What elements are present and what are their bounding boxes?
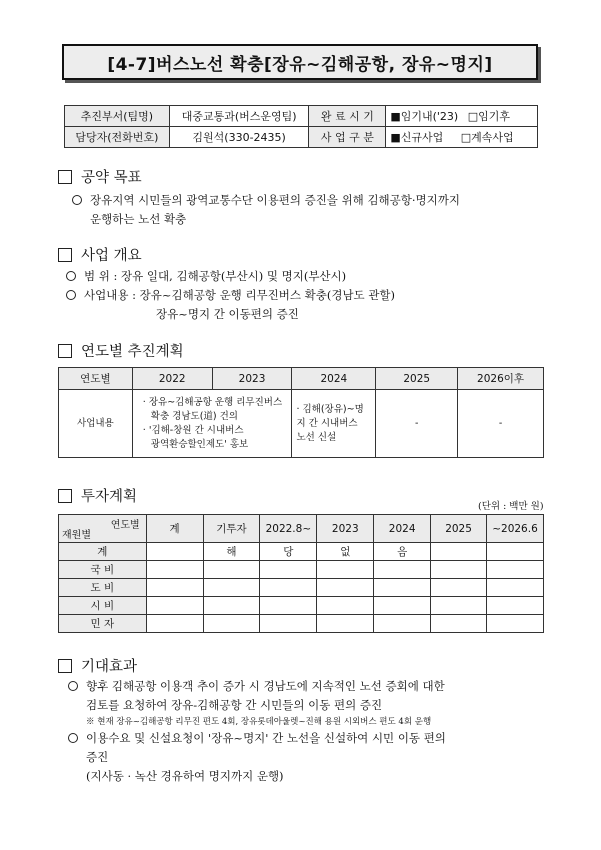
inv-cell bbox=[146, 561, 203, 579]
page-title: [4-7]버스노선 확충[장유~김해공항, 장유~명지] bbox=[62, 44, 538, 80]
project-info-table bbox=[64, 105, 538, 148]
goal-line-2: 운행하는 노선 확충 bbox=[90, 212, 187, 226]
plan-cell-2024 bbox=[292, 390, 376, 458]
inv-cell bbox=[374, 597, 431, 615]
inv-row-provincial bbox=[59, 579, 544, 597]
diag-year-label: 연도별 bbox=[110, 520, 140, 531]
owner-label: 담당자(전화번호) bbox=[65, 127, 170, 148]
plan-row-label: 사업내용 bbox=[59, 390, 133, 458]
investment-table bbox=[58, 514, 544, 633]
plan-2024-line: · 김해(장유)~명 bbox=[296, 403, 364, 415]
inv-cell bbox=[431, 615, 487, 633]
period-label: 완 료 시 기 bbox=[309, 106, 386, 127]
section-effect-body bbox=[68, 677, 553, 786]
effect-2-line-2: 증진 bbox=[86, 750, 109, 764]
checkbox-icon bbox=[58, 344, 72, 358]
inv-cell bbox=[260, 615, 317, 633]
plan-col-header: 연도별 bbox=[59, 368, 133, 390]
overview-content-text: 사업내용 : 장유~김해공항 운행 리무진버스 확충(경남도 관할) bbox=[84, 288, 396, 302]
inv-col-header: 2024 bbox=[374, 515, 431, 543]
plan-year-header: 2024 bbox=[292, 368, 376, 390]
plan-cell-2026: - bbox=[458, 390, 544, 458]
unit-label: (단위 : 백만 원) bbox=[478, 501, 544, 512]
goal-line-1: 장유지역 시민들의 광역교통수단 이용편의 증진을 위해 김해공항·명지까지 bbox=[90, 193, 460, 207]
plan-content-row bbox=[59, 390, 544, 458]
inv-row-total bbox=[59, 543, 544, 561]
investment-header-row bbox=[59, 515, 544, 543]
circle-bullet-icon bbox=[66, 290, 76, 300]
overview-content bbox=[66, 286, 546, 305]
inv-cell bbox=[431, 561, 487, 579]
section-plan-title: 연도별 추진계획 bbox=[81, 344, 184, 360]
effect-2-line-3: (지사동 · 녹산 경유하여 명지까지 운행) bbox=[86, 769, 284, 783]
plan-2022-line: · 장유~김해공항 운행 리무진버스 bbox=[142, 396, 283, 408]
inv-col-header: 계 bbox=[146, 515, 203, 543]
plan-header-row bbox=[59, 368, 544, 390]
diag-source-label: 재원별 bbox=[62, 530, 91, 541]
inv-cell bbox=[260, 597, 317, 615]
inv-cell bbox=[260, 561, 317, 579]
plan-2022-line: 확충 경남도(道) 건의 bbox=[150, 410, 238, 422]
inv-cell bbox=[431, 579, 487, 597]
checkbox-icon bbox=[58, 659, 72, 673]
plan-2024-line: 노선 신설 bbox=[296, 431, 337, 443]
plan-year-header: 2026이후 bbox=[458, 368, 544, 390]
section-overview-heading bbox=[58, 244, 142, 265]
inv-cell bbox=[317, 561, 374, 579]
plan-2022-line: · '김해-창원 간 시내버스 bbox=[142, 424, 244, 436]
plan-2022-line: 광역환승할인제도' 홍보 bbox=[150, 438, 249, 450]
inv-col-header: 2022.8~ bbox=[260, 515, 317, 543]
circle-bullet-icon bbox=[66, 271, 76, 281]
effect-1-line-1: 향후 김해공항 이용객 추이 증가 시 경남도에 지속적인 노선 증회에 대한 bbox=[86, 679, 445, 693]
inv-row-city bbox=[59, 597, 544, 615]
overview-scope-text: 범 위 : 장유 일대, 김해공항(부산시) 및 명지(부산시) bbox=[84, 269, 347, 283]
inv-cell bbox=[203, 615, 260, 633]
inv-cell bbox=[374, 561, 431, 579]
inv-cell bbox=[146, 579, 203, 597]
inv-row-national bbox=[59, 561, 544, 579]
inv-cell bbox=[431, 543, 487, 561]
yearly-plan-table bbox=[58, 367, 544, 458]
circle-bullet-icon bbox=[72, 195, 82, 205]
diagonal-header-cell bbox=[59, 515, 147, 543]
plan-year-header: 2023 bbox=[212, 368, 292, 390]
inv-row-label: 도 비 bbox=[59, 579, 147, 597]
plan-2024-line: 지 간 시내버스 bbox=[296, 417, 358, 429]
inv-cell bbox=[487, 561, 544, 579]
inv-cell: 당 bbox=[260, 543, 317, 561]
info-row bbox=[65, 106, 538, 127]
info-row bbox=[65, 127, 538, 148]
inv-cell bbox=[203, 561, 260, 579]
type-options bbox=[386, 127, 538, 148]
section-overview-title: 사업 개요 bbox=[81, 248, 142, 264]
overview-content-line-2: 장유~명지 간 이동편의 증진 bbox=[156, 307, 299, 321]
circle-bullet-icon bbox=[68, 733, 78, 743]
inv-col-header: 2023 bbox=[317, 515, 374, 543]
type-option-new: ■신규사업 bbox=[390, 131, 444, 144]
inv-cell bbox=[203, 579, 260, 597]
period-option-after-term: □임기후 bbox=[467, 110, 510, 123]
inv-cell bbox=[317, 615, 374, 633]
inv-col-header: 기투자 bbox=[203, 515, 260, 543]
overview-scope bbox=[66, 267, 546, 286]
section-effect-title: 기대효과 bbox=[81, 659, 138, 675]
inv-cell: 해 bbox=[203, 543, 260, 561]
inv-cell bbox=[487, 615, 544, 633]
inv-cell bbox=[317, 579, 374, 597]
inv-cell: 없 bbox=[317, 543, 374, 561]
effect-1-note: ※ 현재 장유~김해공항 리무진 편도 4회, 장유롯데아울렛~진해 용원 시외버스 편도 4회 운행 bbox=[86, 717, 432, 727]
checkbox-icon bbox=[58, 170, 72, 184]
effect-1-line-2: 검토를 요청하여 장유-김해공항 간 시민들의 이동 편의 증진 bbox=[86, 698, 383, 712]
inv-row-private bbox=[59, 615, 544, 633]
inv-cell bbox=[260, 579, 317, 597]
inv-cell bbox=[317, 597, 374, 615]
effect-2-line-1: 이용수요 및 신설요청이 '장유~명지' 간 노선을 신설하여 시민 이동 편의 bbox=[86, 731, 446, 745]
circle-bullet-icon bbox=[68, 681, 78, 691]
inv-cell bbox=[146, 615, 203, 633]
section-goal-body bbox=[72, 191, 552, 229]
inv-cell bbox=[374, 615, 431, 633]
inv-cell bbox=[374, 579, 431, 597]
effect-item-1 bbox=[68, 677, 553, 696]
section-investment-title: 투자계획 bbox=[81, 489, 138, 505]
plan-cell-2025: - bbox=[376, 390, 458, 458]
inv-cell bbox=[487, 597, 544, 615]
section-effect-heading bbox=[58, 655, 137, 676]
section-goal-title: 공약 목표 bbox=[81, 170, 142, 186]
inv-cell bbox=[203, 597, 260, 615]
inv-col-header: ~2026.6 bbox=[487, 515, 544, 543]
inv-row-label: 민 자 bbox=[59, 615, 147, 633]
type-option-continuing: □계속사업 bbox=[460, 131, 514, 144]
checkbox-icon bbox=[58, 489, 72, 503]
dept-value: 대중교통과(버스운영팀) bbox=[169, 106, 309, 127]
inv-row-label: 국 비 bbox=[59, 561, 147, 579]
period-option-within-term: ■임기내('23) bbox=[390, 110, 459, 123]
owner-value: 김원석(330-2435) bbox=[169, 127, 309, 148]
period-options bbox=[386, 106, 538, 127]
section-investment-heading bbox=[58, 485, 137, 506]
inv-cell bbox=[431, 597, 487, 615]
checkbox-icon bbox=[58, 248, 72, 262]
inv-col-header: 2025 bbox=[431, 515, 487, 543]
inv-cell bbox=[487, 579, 544, 597]
inv-cell bbox=[487, 543, 544, 561]
type-label: 사 업 구 분 bbox=[309, 127, 386, 148]
inv-cell bbox=[146, 543, 203, 561]
plan-year-header: 2022 bbox=[132, 368, 212, 390]
inv-cell: 음 bbox=[374, 543, 431, 561]
plan-year-header: 2025 bbox=[376, 368, 458, 390]
section-plan-heading bbox=[58, 340, 184, 361]
inv-row-label: 시 비 bbox=[59, 597, 147, 615]
dept-label: 추진부서(팀명) bbox=[65, 106, 170, 127]
plan-cell-2022-2023 bbox=[132, 390, 292, 458]
section-goal-heading bbox=[58, 166, 142, 187]
inv-row-label: 계 bbox=[59, 543, 147, 561]
effect-item-2 bbox=[68, 729, 553, 748]
inv-cell bbox=[146, 597, 203, 615]
section-overview-body bbox=[66, 267, 546, 324]
